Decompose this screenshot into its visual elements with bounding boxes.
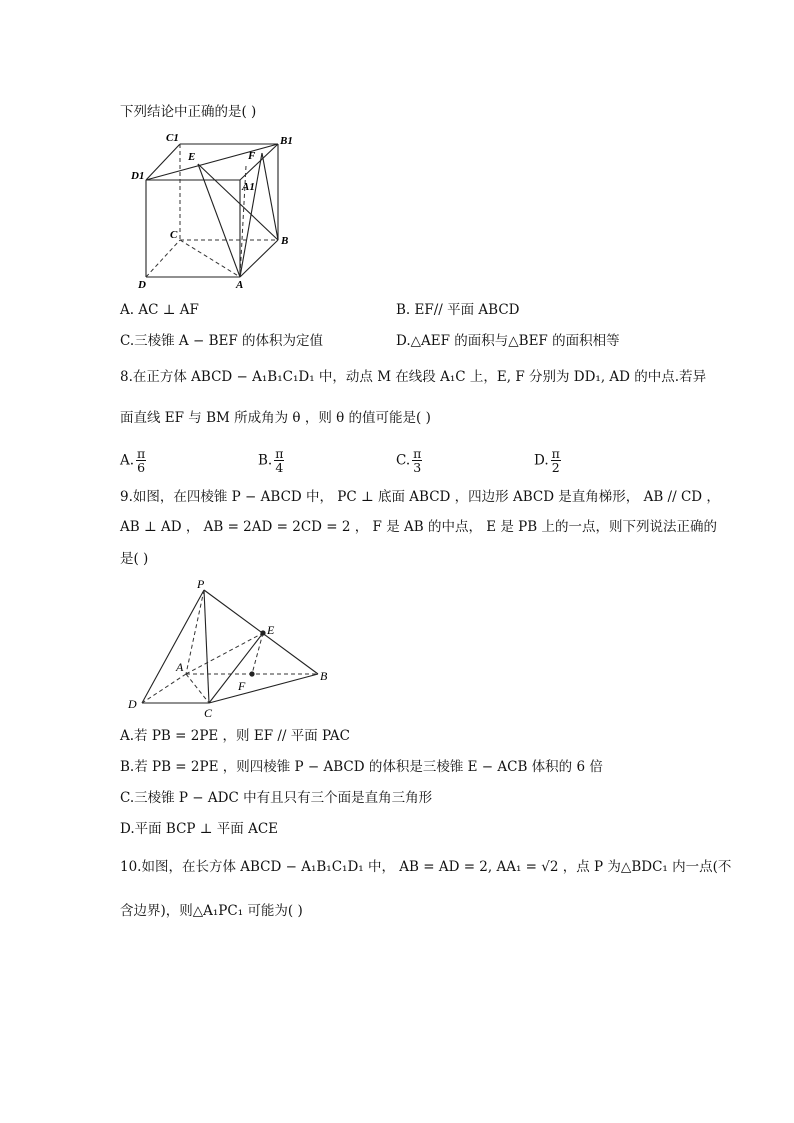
q8-option-d-den: 2 (551, 460, 560, 475)
q7-option-b: B. EF// 平面 ABCD (396, 302, 520, 318)
q10-line-1: 10.如图，在长方体 ABCD − A₁B₁C₁D₁ 中， AB = AD = 2, AA₁ = √2 ，点 P 为△BDC₁ 内一点(不 (120, 859, 732, 875)
label-e: E (267, 623, 275, 637)
q7-option-d: D.△AEF 的面积与△BEF 的面积相等 (396, 333, 620, 349)
q8-option-d (534, 446, 561, 475)
q10-line-2: 含边界)，则△A₁PC₁ 可能为( ) (120, 903, 303, 919)
q8-option-a-den: 6 (137, 460, 146, 475)
label-a: A (176, 660, 184, 674)
q9-line-3: 是( ) (120, 551, 149, 567)
q8-option-a-label: A. (120, 452, 135, 469)
q8-option-a-num: π (137, 446, 146, 461)
q9-option-a: A.若 PB = 2PE ，则 EF // 平面 PAC (120, 728, 350, 744)
label-f: F (248, 150, 256, 162)
label-d: D (138, 279, 146, 291)
q8-line-1: 8.在正方体 ABCD − A₁B₁C₁D₁ 中，动点 M 在线段 A₁C 上，E, F 分别为 DD₁, AD 的中点.若异 (120, 369, 707, 385)
q8-option-c (396, 446, 422, 475)
q9-option-b: B.若 PB = 2PE ，则四棱锥 P − ABCD 的体积是三棱锥 E − ACB 体积的 6 倍 (120, 759, 603, 775)
q8-line-2: 面直线 EF 与 BM 所成角为 θ ，则 θ 的值可能是( ) (120, 410, 431, 426)
q8-option-a (120, 446, 146, 475)
label-d: D (128, 697, 137, 711)
label-a: A (236, 279, 244, 291)
label-c: C (204, 706, 213, 720)
q7-stem: 下列结论中正确的是( ) (120, 104, 257, 120)
q8-option-c-den: 3 (413, 460, 422, 475)
label-b1: B1 (280, 135, 293, 147)
q7-option-c: C.三棱锥 A − BEF 的体积为定值 (120, 333, 324, 349)
q8-option-c-num: π (413, 446, 422, 461)
q7-option-a: A. AC ⊥ AF (120, 302, 199, 318)
label-b: B (320, 669, 328, 683)
q8-option-b-num: π (275, 446, 284, 461)
q9-option-d: D.平面 BCP ⊥ 平面 ACE (120, 821, 279, 837)
label-b: B (281, 235, 289, 247)
label-c: C (170, 229, 178, 241)
q8-option-b-den: 4 (275, 460, 284, 475)
q8-option-c-label: C. (396, 452, 411, 469)
pyramid-figure (122, 574, 334, 722)
label-p: P (197, 577, 205, 591)
q9-option-c: C.三棱锥 P − ADC 中有且只有三个面是直角三角形 (120, 790, 433, 806)
label-c1: C1 (166, 132, 179, 144)
cube-figure (128, 128, 308, 293)
label-f: F (238, 679, 246, 693)
q8-option-d-label: D. (534, 452, 549, 469)
q9-line-1: 9.如图，在四棱锥 P − ABCD 中， PC ⊥ 底面 ABCD ，四边形 ABCD 是直角梯形， AB // CD ， (120, 489, 720, 505)
q8-option-b-label: B. (258, 452, 273, 469)
label-a1: A1 (242, 181, 255, 193)
label-d1: D1 (131, 170, 145, 182)
label-e: E (188, 151, 196, 163)
q8-option-b (258, 446, 284, 475)
q8-option-d-num: π (551, 446, 560, 461)
q9-line-2: AB ⊥ AD ， AB = 2AD = 2CD = 2 ， F 是 AB 的中点， E 是 PB 上的一点，则下列说法正确的 (120, 519, 717, 535)
